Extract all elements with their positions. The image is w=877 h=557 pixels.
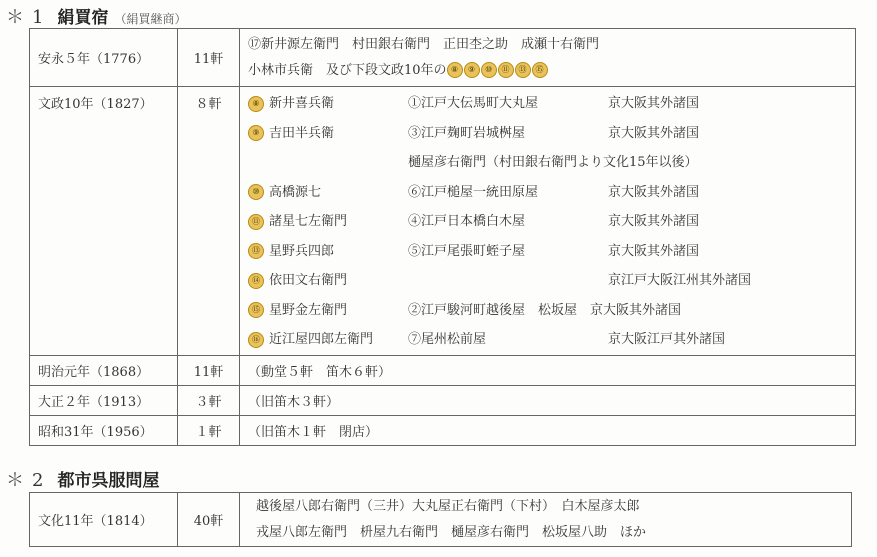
table-row [30,493,852,547]
merchant-name: 近江屋四郎左衛門 [269,332,374,347]
table-row [30,87,856,356]
detail-cell: （旧笛木１軒 閉店） [240,415,856,445]
merchant-name: 新井喜兵衛 [269,96,335,111]
destination: ⑤江戸尾張町蛭子屋 [408,243,526,259]
count-cell: 11軒 [178,355,240,385]
list-item [248,148,855,178]
detail-line: ⑰新井源左衛門 村田銀右衛門 正田杢之助 成瀬十右衛門 [248,36,600,52]
merchant-name-cell [248,207,408,237]
merchant-number-badge: ⑧ [248,96,264,112]
merchant-number-badge: ⑪ [248,214,264,230]
trade-area [608,148,855,178]
era-cell: 明治元年（1868） [30,355,178,385]
merchant-name: 吉田半兵衛 [269,125,335,141]
silk-buyer-table [29,28,856,446]
detail-line [248,58,855,84]
destination: ⑥江戸槌屋一統田原屋 [408,184,539,200]
era-cell: 安永５年（1776） [30,29,178,87]
merchant-number-badge: ⑨ [248,125,264,141]
detail-cell: （旧笛木３軒） [240,385,856,415]
merchant-number-badge: ⑮ [248,302,264,318]
list-item [248,325,855,355]
reference-badges [447,63,549,78]
merchant-name: 星野金左衛門 [269,302,348,318]
ref-badge: ⑧ [447,62,463,78]
section-title: 絹買宿 [57,8,109,28]
section-subtitle: （絹買継商） [114,12,187,26]
merchant-name-cell [248,296,408,326]
destination: ③江戸麹町岩城桝屋 [408,125,526,141]
list-item [248,296,855,326]
detail-text: 小林市兵衛 及び下段文政10年の [248,62,447,78]
trade-area: 京大阪其外諸国 [608,184,700,200]
era-cell: 文政10年（1827） [30,87,178,356]
asterisk-mark: ＊ [6,7,24,28]
destination: ⑦尾州松前屋 [408,332,487,347]
count-cell: ３軒 [178,385,240,415]
asterisk-mark: ＊ [6,470,24,491]
section-number: 2 [32,470,44,491]
list-item [248,266,855,296]
destination: ②江戸駿河町越後屋 松坂屋 京大阪其外諸国 [408,302,682,318]
merchant-name-cell [248,325,408,355]
section1-heading [6,3,186,29]
merchant-name: 諸星七左衛門 [269,214,348,229]
detail-line: 戎屋八郎左衛門 枡屋九右衛門 樋屋彦右衛門 松坂屋八助 ほか [256,524,647,540]
merchant-name: 高橋源七 [269,184,322,200]
table-row [30,29,856,87]
detail-cell: （動堂５軒 笛木６軒） [240,355,856,385]
trade-area: 京大阪其外諸国 [608,243,700,259]
destination: ①江戸大伝馬町大丸屋 [408,96,539,111]
detail-cell [240,29,856,87]
trade-area: 京大阪江戸其外諸国 [608,332,726,347]
era-cell: 大正２年（1913） [30,385,178,415]
table-row [30,415,856,445]
era-cell: 昭和31年（1956） [30,415,178,445]
merchant-number-badge: ⑭ [248,273,264,289]
merchant-name-cell [248,237,408,267]
count-cell: ８軒 [178,87,240,356]
merchant-name-cell [248,178,408,208]
section2-heading [6,466,159,492]
detail-cell [240,493,852,547]
section-number: 1 [32,7,44,28]
ref-badge: ⑬ [515,62,531,78]
destination: 樋屋彦右衛門（村田銀右衛門より文化15年以後） [408,155,698,170]
list-item [248,89,855,119]
merchant-name-cell [248,148,408,178]
count-cell: 11軒 [178,29,240,87]
merchant-name: 星野兵四郎 [269,243,335,259]
merchant-name-cell [248,119,408,149]
count-cell: １軒 [178,415,240,445]
table-row [30,385,856,415]
trade-area: 京江戸大阪江州其外諸国 [608,273,752,288]
trade-area: 京大阪其外諸国 [608,214,700,229]
section-title: 都市呉服問屋 [57,471,160,491]
ref-badge: ⑮ [532,62,548,78]
ref-badge: ⑩ [481,62,497,78]
destination: ④江戸日本橋白木屋 [408,214,526,229]
merchant-number-badge: ⑩ [248,184,264,200]
detail-line: 越後屋八郎右衛門（三井）大丸屋正右衛門（下村） 白木屋彦太郎 [256,498,640,514]
merchant-name-cell [248,266,408,296]
list-item [248,119,855,149]
trade-area [608,296,855,326]
ref-badge: ⑨ [464,62,480,78]
list-item [248,178,855,208]
merchant-number-badge: ⑯ [248,332,264,348]
detail-cell [240,87,856,356]
merchant-name: 依田文右衛門 [269,273,348,288]
ref-badge: ⑪ [498,62,514,78]
merchant-number-badge: ⑬ [248,243,264,259]
destination [408,266,608,296]
trade-area: 京大阪其外諸国 [608,125,700,141]
merchant-name-cell [248,89,408,119]
list-item [248,237,855,267]
trade-area: 京大阪其外諸国 [608,96,700,111]
era-cell: 文化11年（1814） [30,493,178,547]
merchant-list [248,89,855,355]
count-cell: 40軒 [178,493,240,547]
table-row [30,355,856,385]
kimono-wholesaler-table [29,492,852,547]
list-item [248,207,855,237]
